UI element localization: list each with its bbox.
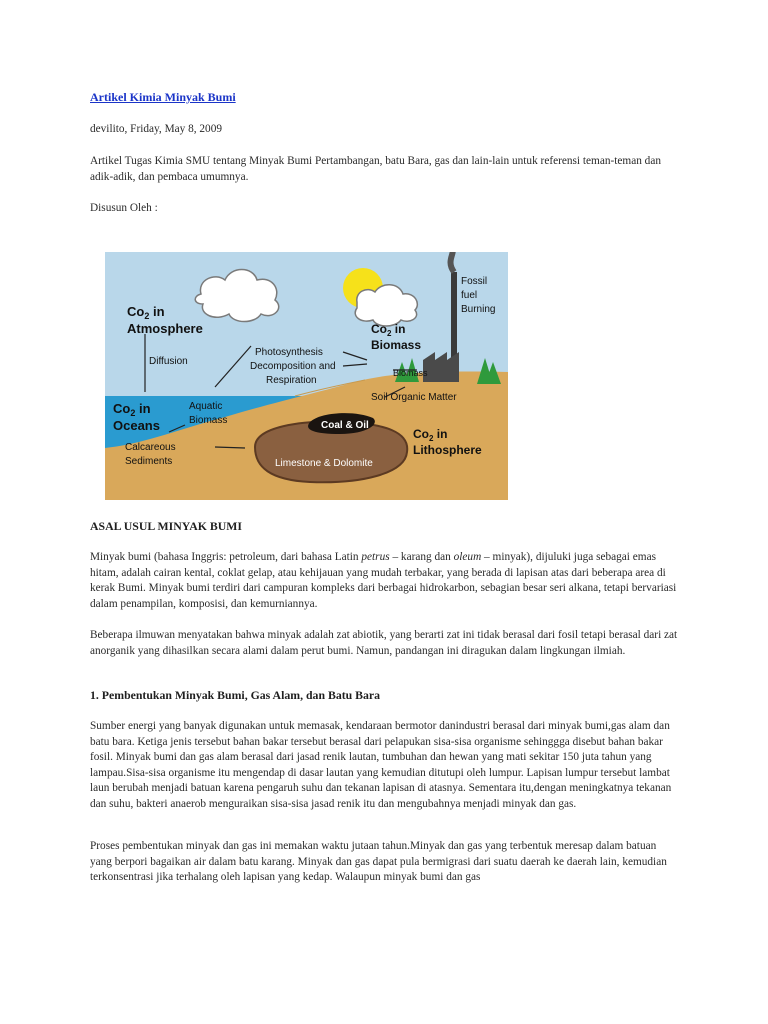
burning-label: Burning: [461, 304, 496, 315]
sediments-label: Sediments: [125, 456, 173, 467]
paragraph-proses: Proses pembentukan minyak dan gas ini memakan waktu jutaan tahun.Minyak dan gas yang terbentuk meresap dalam batuan yang berpori bagaikan air dalam batu karang. Minyak dan gas dapat pula bermigrasi dari suatu daerah ke daerah lain, kemudian terkonsentrasi jika terhalang oleh lapisan yang kedap. Walaupun minyak bumi dan gas: [90, 840, 667, 884]
calcareous-label: Calcareous: [125, 442, 176, 453]
respiration-label: Respiration: [266, 375, 317, 386]
aquatic-biomass-label: Biomass: [189, 415, 228, 426]
lithosphere-label: Lithosphere: [413, 443, 482, 457]
co2-atmosphere-label: $Co_2$ in: [127, 304, 165, 321]
diffusion-label: Diffusion: [149, 356, 188, 367]
co2-biomass-label: $Co_2$ in: [371, 322, 406, 338]
fossil-label: Fossil: [461, 276, 488, 287]
section-heading-pembentukan: 1. Pembentukan Minyak Bumi, Gas Alam, dan Batu Bara: [90, 688, 381, 702]
byline: devilito, Friday, May 8, 2009: [90, 123, 222, 135]
soil-label: Soil Organic Matter: [371, 392, 457, 403]
paragraph-abiotik: Beberapa ilmuwan menyatakan bahwa minyak adalah zat abiotik, yang berarti zat ini tidak berasal dari fosil tetapi berasal dari zat anorganik yang dihasilkan secara alami dalam perut bumi. Namun, pandangan ini diragukan dalam lingkungan ilmiah.: [90, 629, 678, 657]
atmosphere-label: Atmosphere: [127, 321, 203, 336]
paragraph-minyak-bumi: Minyak bumi (bahasa Inggris: petroleum, dari bahasa Latin petrus – karang dan oleum – minyak), dijuluki juga sebagai emas hitam, adalah cairan kental, coklat gelap, atau kehijauan yang mudah terbakar, yang berada di lapisan atas dari beberapa area di kerak Bumi. Minyak bumi terdiri dari campuran kompleks dari berbagai hidrokarbon, sebagian besar seri alkana, tetapi bervariasi dalam penampilan, komposisi, dan kemurniannya.: [90, 551, 677, 610]
decomposition-label: Decomposition and: [250, 361, 336, 372]
oceans-label: Oceans: [113, 418, 160, 433]
paragraph-sumber-energi: Sumber energi yang banyak digunakan untuk memasak, kendaraan bermotor danindustri berasal dari minyak bumi,gas alam dan batu bara. Ketiga jenis tersebut bahan bakar tersebut berasal dari pelapukan sisa-sisa organisme sehinggga disebut bahan bakar fosil. Minyak bumi dan gas alam berasal dari jasad renik lautan, tumbuhan dan hewan yang mati sekitar 150 juta tahun yang lampau.Sisa-sisa organisme itu mengendap di dasar lautan yang kemudian ditutupi oleh lumpur. Lapisan lumpur tersebut lambat laun berubah menjadi batuan karena pengaruh suhu dan tekanan lapisan di atasnya. Sementara itu,dengan meningkatnya tekanan dan suhu, bakteri anaerob menguraikan sisa-sisa jasad renik itu dan mengubahnya menjadi minyak dan gas.: [90, 720, 672, 810]
co2-litho-label: $Co_2$ in: [413, 427, 448, 443]
article-title-link[interactable]: Artikel Kimia Minyak Bumi: [90, 90, 236, 104]
section-heading-asal-usul: ASAL USUL MINYAK BUMI: [90, 519, 242, 533]
co2-oceans-label: $Co_2$ in: [113, 401, 151, 418]
biomass-small-label: Biomass: [393, 368, 428, 378]
aquatic-label: Aquatic: [189, 401, 223, 412]
biomass-big-label: Biomass: [371, 338, 422, 352]
limestone-label: Limestone & Dolomite: [275, 458, 373, 469]
intro-paragraph: Artikel Tugas Kimia SMU tentang Minyak Bumi Pertambangan, batu Bara, gas dan lain-lain untuk referensi teman-teman dan adik-adik, dan pembaca umumnya.: [90, 155, 661, 183]
author-label: Disusun Oleh :: [90, 202, 158, 214]
photosynthesis-label: Photosynthesis: [255, 347, 323, 358]
carbon-cycle-diagram: [105, 252, 508, 500]
carbon-cycle-figure: [105, 252, 508, 500]
coal-oil-label: Coal & Oil: [321, 420, 369, 431]
fuel-label: fuel: [461, 290, 478, 301]
